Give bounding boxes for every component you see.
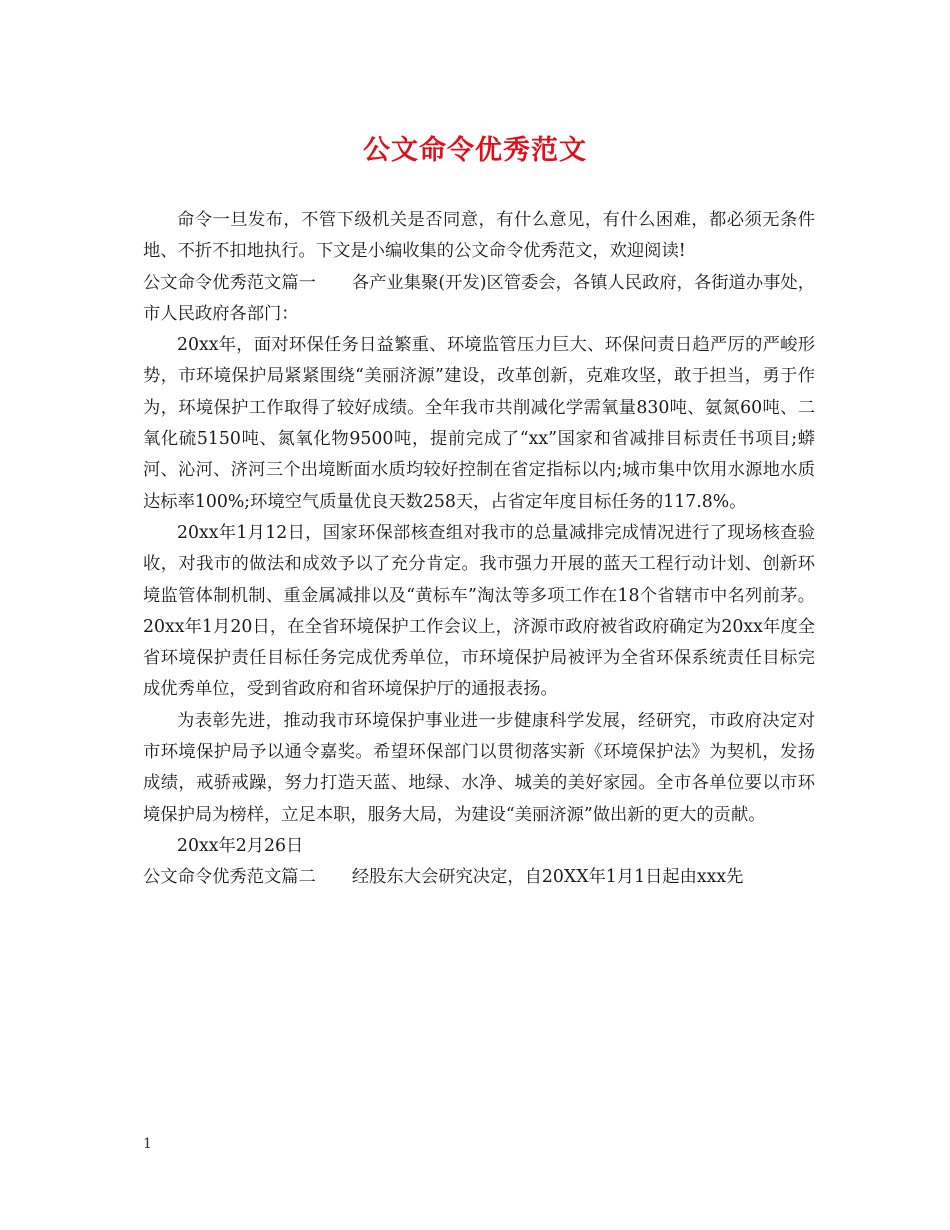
section1-heading: 公文命令优秀范文篇一 xyxy=(143,272,316,293)
page-number: 1 xyxy=(143,1136,152,1152)
paragraph-3: 为表彰先进，推动我市环境保护事业进一步健康科学发展，经研究，市政府决定对市环境保护局予以通令嘉奖。希望环保部门以贯彻落实新《环境保护法》为契机，发扬成绩，戒骄戒躁，努力打造天蓝、地绿、水净、城美的美好家园。全市各单位要以市环境保护局为榜样，立足本职，服务大局，为建设“美丽济源”做出新的更大的贡献。 xyxy=(143,710,815,825)
section1-line xyxy=(143,268,815,331)
paragraph-1: 20xx年，面对环保任务日益繁重、环境监管压力巨大、环保问责日趋严厉的严峻形势，市环境保护局紧紧围绕“美丽济源”建设，改革创新，克难攻坚，敢于担当，勇于作为，环境保护工作取得了较好成绩。全年我市共削减化学需氧量830吨、氨氮60吨、二氧化硫5150吨、氮氧化物9500吨，提前完成了“xx”国家和省减排目标责任书项目;蟒河、沁河、济河三个出境断面水质均较好控制在省定指标以内;城市集中饮用水源地水质达标率100%;环境空气质量优良天数258天，占省定年度目标任务的117.8%。 xyxy=(143,335,815,512)
section1-addressee: 各产业集聚(开发)区管委会，各镇人民政府，各街道办事处，市人民政府各部门： xyxy=(143,272,815,324)
section2-start: 经股东大会研究决定，自20XX年1月1日起由xxx先 xyxy=(351,867,744,888)
document-date: 20xx年2月26日 xyxy=(177,835,304,856)
intro-paragraph: 命令一旦发布，不管下级机关是否同意，有什么意见，有什么困难，都必须无条件地、不折不扣地执行。下文是小编收集的公文命令优秀范文，欢迎阅读! xyxy=(143,210,815,262)
document-body xyxy=(143,205,815,894)
document-title: 公文命令优秀范文 xyxy=(363,135,587,166)
section2-heading: 公文命令优秀范文篇二 xyxy=(143,867,316,888)
section2-line xyxy=(143,862,815,893)
paragraph-2: 20xx年1月12日，国家环保部核查组对我市的总量减排完成情况进行了现场核查验收，对我市的做法和成效予以了充分肯定。我市强力开展的蓝天工程行动计划、创新环境监管体制机制、重金属减排以及“黄标车”淘汰等多项工作在18个省辖市中名列前茅。20xx年1月20日，在全省环境保护工作会议上，济源市政府被省政府确定为20xx年度全省环境保护责任目标任务完成优秀单位，市环境保护局被评为全省环保系统责任目标完成优秀单位，受到省政府和省环境保护厅的通报表扬。 xyxy=(143,522,815,700)
